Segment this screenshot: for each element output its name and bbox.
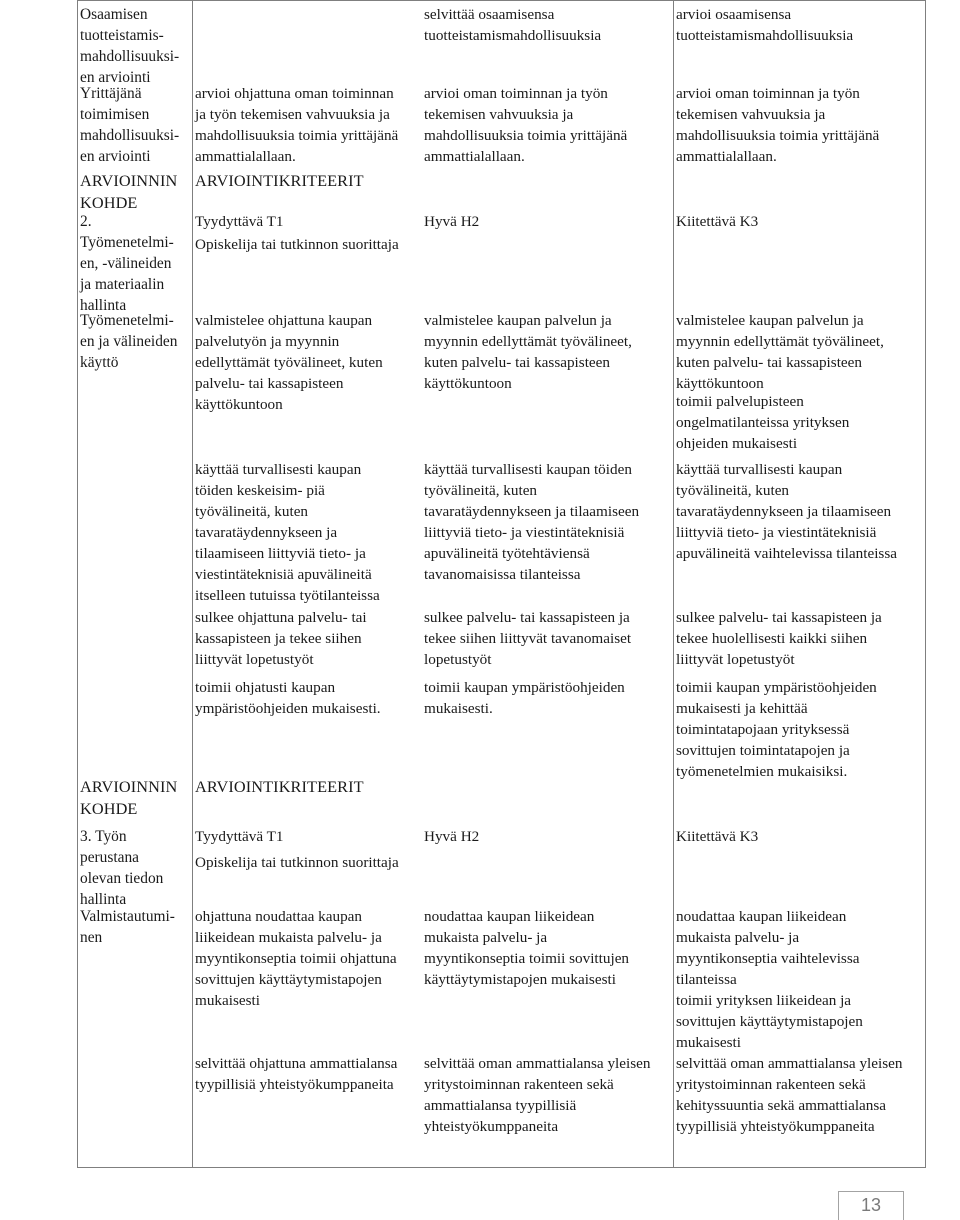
table-border-left (77, 0, 78, 1168)
section3-grade-t1: Tyydyttävä T1 (195, 828, 284, 845)
row-label-osaamisen: Osaamisen tuotteistamis- mahdollisuuksi- en arviointi (80, 6, 180, 86)
page-number-box (838, 1191, 904, 1220)
section2-subtopic: Työmenetelmi- en ja välineiden käyttö (80, 312, 178, 371)
section3-c2-t1: selvittää ohjattuna ammattialansa tyypillisiä yhteistyökumppaneita (195, 1055, 398, 1093)
section2-c1-k3a: valmistelee kaupan palvelun ja myynnin edellyttämät työvälineet, kuten palvelu- tai kassapisteen käyttökuntoon (676, 312, 884, 392)
section3-subtopic: Valmistautumi- nen (80, 908, 175, 946)
section2-c2-k3: käyttää turvallisesti kaupan työvälineitä, kuten tavaratäydennykseen ja tilaamiseen liittyviä tieto- ja viestintäteknisiä apuvälineitä vaihtelevissa tilanteissa (676, 461, 897, 562)
column-divider-3 (673, 0, 674, 1168)
section3-c1-t1: ohjattuna noudattaa kaupan liikeidean mukaista palvelu- ja myyntikonseptia toimii ohjattuna sovittujen käyttäytymistapojen mukaisesti (195, 908, 397, 1009)
section2-topic: 2. Työmenetelmi- en, -välineiden ja materiaalin hallinta (80, 213, 174, 314)
section3-c1-k3a: noudattaa kaupan liikeidean mukaista palvelu- ja myyntikonseptia vaihtelevissa tilanteissa (676, 908, 860, 988)
section2-c2-h2: käyttää turvallisesti kaupan töiden työvälineitä, kuten tavaratäydennykseen ja tilaamiseen liittyviä tieto- ja viestintäteknisiä apuvälineitä työtehtäviensä tavanomaisissa tilanteissa (424, 461, 640, 583)
section2-grade-h2: Hyvä H2 (424, 213, 480, 230)
section2-c4-k3: toimii kaupan ympäristöohjeiden mukaisesti ja kehittää toimintatapojaan yrityksessä sovittujen toimintatapojen ja työmenetelmien mukaisiksi. (676, 679, 877, 780)
section2-c3-t1: sulkee ohjattuna palvelu- tai kassapisteen ja tekee siihen liittyvät lopetustyöt (195, 609, 367, 668)
section3-c2-h2: selvittää oman ammattialansa yleisen yritystoiminnan rakenteen sekä ammattialansa tyypillisiä yhteistyökumppaneita (424, 1055, 651, 1135)
section2-c3-h2: sulkee palvelu- tai kassapisteen ja tekee siihen liittyvät tavanomaiset lopetustyöt (424, 609, 632, 668)
section3-grade-k3: Kiitettävä K3 (676, 828, 759, 845)
heading-row-k3-text: arvioi osaamisensa tuotteistamismahdollisuuksia (676, 6, 854, 44)
heading-row-h2-text: selvittää osaamisensa tuotteistamismahdollisuuksia (424, 6, 602, 44)
section2-c1-k3b: toimii palvelupisteen ongelmatilanteissa yrityksen ohjeiden mukaisesti (676, 393, 850, 452)
column-divider-1 (192, 0, 193, 1168)
section3-arvioinnin-kohde: ARVIOINNIN KOHDE (80, 777, 178, 818)
section3-topic: 3. Työn perustana olevan tiedon hallinta (80, 828, 164, 908)
yrittaja-k3-text: arvioi oman toiminnan ja työn tekemisen vahvuuksia ja mahdollisuuksia toimia yrittäjänä ammattialallaan. (676, 85, 880, 165)
section3-arviointikriteerit: ARVIOINTIKRITEERIT (195, 777, 364, 796)
yrittaja-t1-text: arvioi ohjattuna oman toiminnan ja työn tekemisen vahvuuksia ja mahdollisuuksia toimia yrittäjänä ammattialallaan. (195, 85, 399, 165)
section2-c1-h2: valmistelee kaupan palvelun ja myynnin edellyttämät työvälineet, kuten palvelu- tai kassapisteen käyttökuntoon (424, 312, 632, 392)
section3-c2-k3: selvittää oman ammattialansa yleisen yritystoiminnan rakenteen sekä kehityssuuntia sekä ammattialansa tyypillisiä yhteistyökumppaneita (676, 1055, 903, 1135)
section2-c2-t1: käyttää turvallisesti kaupan töiden keskeisim- piä työvälineitä, kuten tavaratäydennykseen ja tilaamiseen liittyviä tieto- ja viestintäteknisiä apuvälineitä itselleen tutuissa työtilanteissa (195, 461, 380, 604)
table-border-right (925, 0, 926, 1168)
table-border-bottom (77, 1167, 926, 1168)
section3-opiskelija: Opiskelija tai tutkinnon suorittaja (195, 854, 399, 871)
section2-opiskelija: Opiskelija tai tutkinnon suorittaja (195, 236, 399, 253)
section2-grade-t1: Tyydyttävä T1 (195, 213, 284, 230)
table-border-top (77, 0, 926, 1)
section2-arvioinnin-kohde: ARVIOINNIN KOHDE (80, 171, 178, 212)
section2-c4-t1: toimii ohjatusti kaupan ympäristöohjeiden mukaisesti. (195, 679, 381, 717)
section2-c3-k3: sulkee palvelu- tai kassapisteen ja tekee huolellisesti kaikki siihen liittyvät lopetustyöt (676, 609, 882, 668)
section2-c4-h2: toimii kaupan ympäristöohjeiden mukaisesti. (424, 679, 625, 717)
section2-arviointikriteerit: ARVIOINTIKRITEERIT (195, 171, 364, 190)
row-label-yrittajana: Yrittäjänä toimimisen mahdollisuuksi- en arviointi (80, 85, 180, 165)
section3-grade-h2: Hyvä H2 (424, 828, 480, 845)
section3-c1-h2: noudattaa kaupan liikeidean mukaista palvelu- ja myyntikonseptia toimii sovittujen käyttäytymistapojen mukaisesti (424, 908, 630, 988)
section2-c1-t1: valmistelee ohjattuna kaupan palvelutyön ja myynnin edellyttämät työvälineet, kuten palvelu- tai kassapisteen käyttökuntoon (195, 312, 383, 413)
section2-grade-k3: Kiitettävä K3 (676, 213, 759, 230)
section3-c1-k3b: toimii yrityksen liikeidean ja sovittujen käyttäytymistapojen mukaisesti (676, 992, 863, 1051)
yrittaja-h2-text: arvioi oman toiminnan ja työn tekemisen vahvuuksia ja mahdollisuuksia toimia yrittäjänä ammattialallaan. (424, 85, 628, 165)
page-number: 13 (860, 1195, 882, 1215)
